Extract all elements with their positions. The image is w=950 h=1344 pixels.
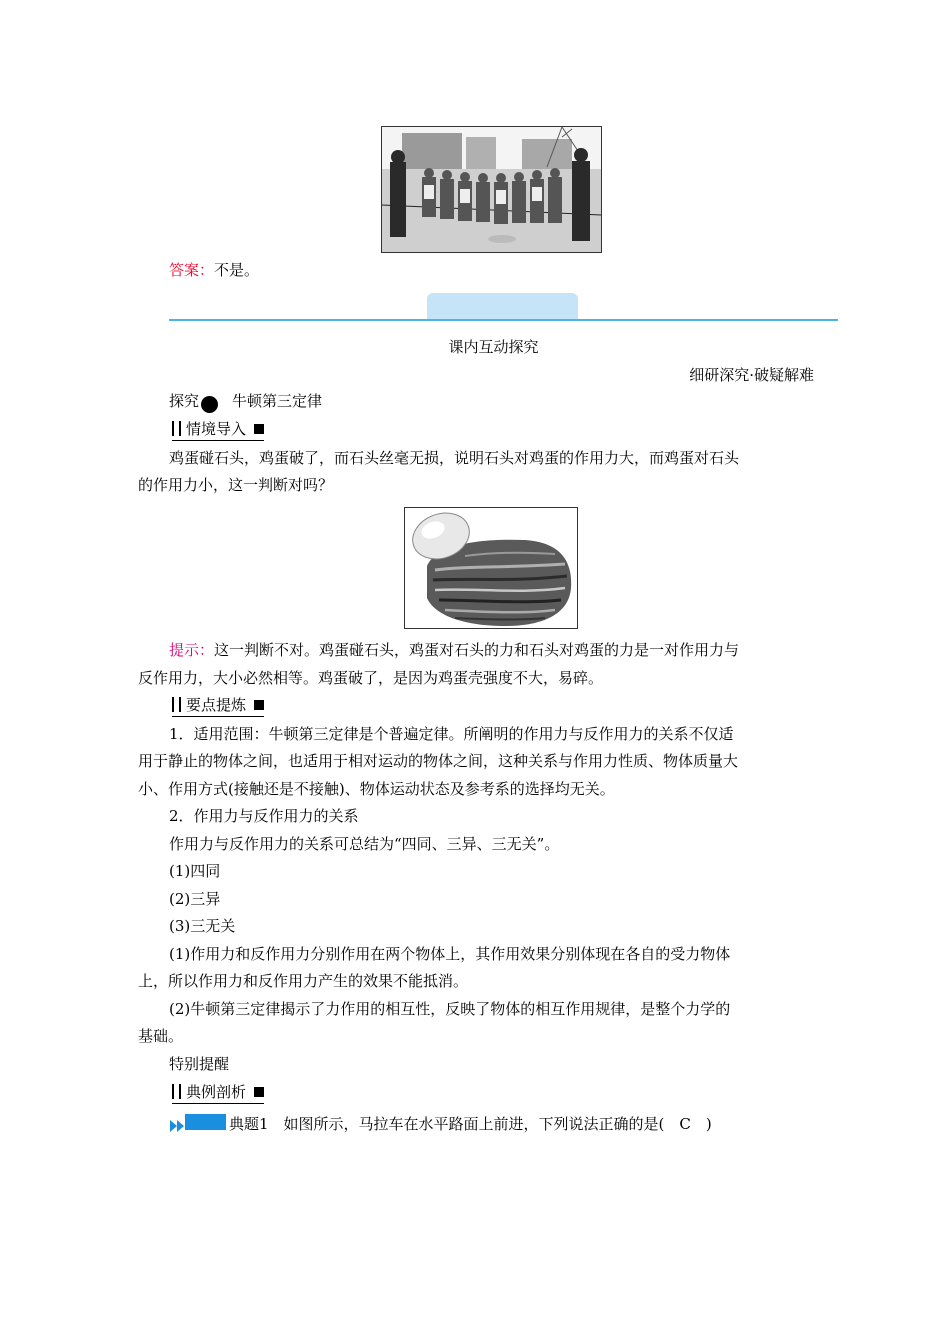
fast-forward-icon xyxy=(170,1117,184,1129)
list-item-three-unrelated: (3)三无关 xyxy=(169,917,236,935)
answer-label: 答案： xyxy=(169,261,215,279)
inquiry-title: 牛顿第三定律 xyxy=(232,392,323,410)
tug-of-war-photo xyxy=(381,126,602,253)
key-points-heading-text: 要点提炼 xyxy=(186,696,247,714)
key-point-1-line1: 1．适用范围：牛顿第三定律是个普遍定律。所阐明的作用力与反作用力的关系不仅适 xyxy=(169,725,734,743)
hint-line2: 反作用力，大小必然相等。鸡蛋破了，是因为鸡蛋壳强度不大，易碎。 xyxy=(138,669,604,687)
list-item-four-same: (1)四同 xyxy=(169,862,221,880)
heading-bar-icon xyxy=(179,421,181,436)
heading-bar-icon xyxy=(179,697,181,712)
answer-line xyxy=(169,260,259,280)
square-icon xyxy=(254,1087,264,1097)
hint-text-line1: 这一判断不对。鸡蛋碰石头，鸡蛋对石头的力和石头对鸡蛋的力是一对作用力与 xyxy=(214,641,740,659)
inquiry-heading xyxy=(169,391,322,413)
scenario-question-line1: 鸡蛋碰石头，鸡蛋破了，而石头丝毫无损，说明石头对鸡蛋的作用力大，而鸡蛋对石头 xyxy=(169,449,740,467)
heading-bar-icon xyxy=(179,1084,181,1099)
scenario-heading xyxy=(172,419,264,441)
key-point-summary: 作用力与反作用力的关系可总结为“四同、三异、三无关”。 xyxy=(169,835,560,853)
example-question-line xyxy=(229,1114,712,1134)
example-heading xyxy=(172,1082,264,1104)
heading-bar-icon xyxy=(172,421,174,436)
note-1-line1: (1)作用力和反作用力分别作用在两个物体上，其作用效果分别体现在各自的受力物体 xyxy=(169,945,731,963)
hint-label: 提示： xyxy=(169,641,215,659)
key-point-1-line2: 用于静止的物体之间，也适用于相对运动的物体之间，这种关系与作用力性质、物体质量大 xyxy=(138,752,739,770)
scenario-heading-text: 情境导入 xyxy=(186,420,247,438)
section-title: 课内互动探究 xyxy=(448,338,539,356)
note-2-line1: (2)牛顿第三定律揭示了力作用的相互性，反映了物体的相互作用规律，是整个力学的 xyxy=(169,1000,731,1018)
example-badge xyxy=(185,1114,226,1130)
key-point-1-line3: 小、作用方式(接触还是不接触)、物体运动状态及参考系的选择均无关。 xyxy=(138,780,615,798)
section-subtitle: 细研深究·破疑解难 xyxy=(689,366,814,384)
heading-bar-icon xyxy=(172,1084,174,1099)
egg-and-stone-photo xyxy=(404,507,578,629)
note-1-line2: 上，所以作用力和反作用力产生的效果不能抵消。 xyxy=(138,972,469,990)
heading-bar-icon xyxy=(172,697,174,712)
square-icon xyxy=(254,424,264,434)
example-heading-text: 典例剖析 xyxy=(186,1083,247,1101)
egg-and-stone-illustration xyxy=(405,508,577,628)
section-tab xyxy=(427,293,578,320)
list-item-three-diff: (2)三异 xyxy=(169,890,221,908)
tug-of-war-illustration xyxy=(382,127,601,252)
section-divider xyxy=(169,319,838,321)
scenario-question-line2: 的作用力小，这一判断对吗？ xyxy=(138,476,334,494)
special-reminder: 特别提醒 xyxy=(169,1055,230,1073)
hint-line1 xyxy=(169,640,739,660)
answer-text: 不是。 xyxy=(214,261,260,279)
key-points-heading xyxy=(172,695,264,717)
inquiry-number-badge: 1 xyxy=(201,396,218,413)
example-question: 如图所示，马拉车在水平路面上前进，下列说法正确的是( C ) xyxy=(283,1115,712,1133)
note-2-line2: 基础。 xyxy=(138,1027,184,1045)
square-icon xyxy=(254,700,264,710)
key-point-2: 2．作用力与反作用力的关系 xyxy=(169,807,359,825)
inquiry-label: 探究 xyxy=(169,392,200,410)
example-title: 典题1 xyxy=(229,1115,269,1133)
